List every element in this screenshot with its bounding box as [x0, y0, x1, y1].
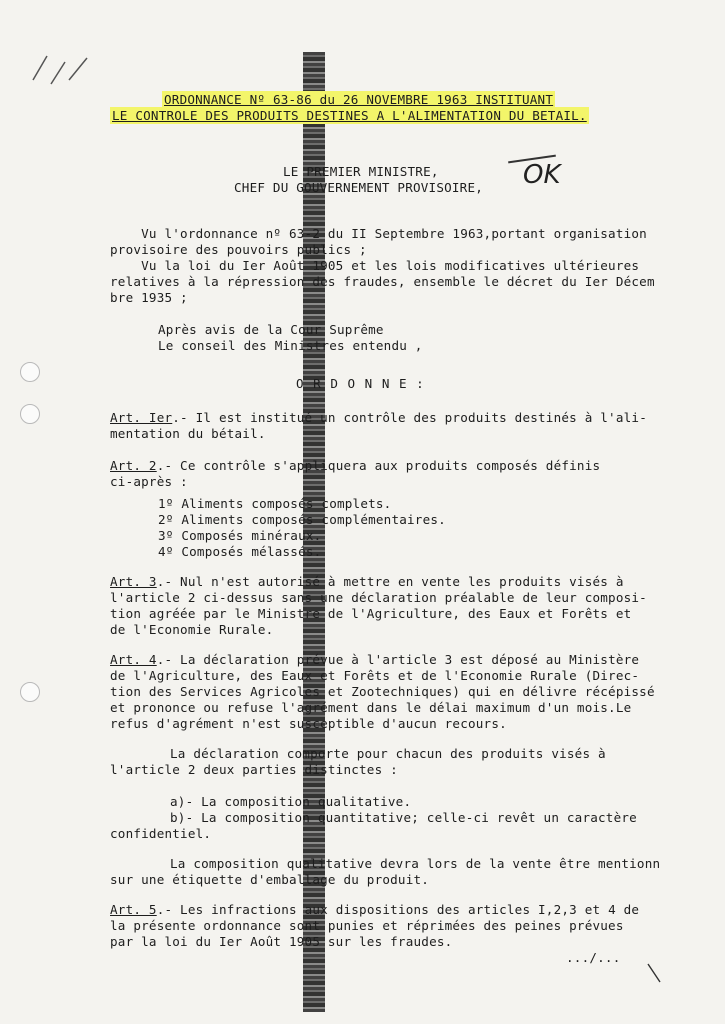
continued-marker: .../... — [566, 950, 621, 965]
punch-hole — [20, 682, 40, 702]
article-4-line: l'article 2 deux parties distinctes : — [110, 762, 398, 777]
article-4-line: La déclaration comporte pour chacun des produits visés à — [170, 746, 606, 761]
article-3-line: tion agréée par le Ministre de l'Agriculture, des Eaux et Forêts et — [110, 606, 632, 621]
article-2: Art. 2.- Ce contrôle s'appliquera aux produits composés définis — [110, 458, 601, 473]
preamble-line: Vu l'ordonnance nº 63-2 du II Septembre 1963,portant organisation — [110, 226, 647, 241]
list-item: b)- La composition quantitative; celle-ci revêt un caractère — [170, 810, 637, 825]
preamble-line: Le conseil des Ministres entendu , — [158, 338, 423, 353]
list-item: 1º Aliments composés complets. — [158, 496, 392, 511]
article-4-line: tion des Services Agricoles et Zootechniques) qui en délivre récépissé — [110, 684, 655, 699]
article-4-line: confidentiel. — [110, 826, 212, 841]
article-3-line: l'article 2 ci-dessus sans une déclaration préalable de leur composi- — [110, 590, 647, 605]
article-4-line: sur une étiquette d'emballage du produit. — [110, 872, 430, 887]
article-5-line: par la loi du Ier Août 1905 sur les fraudes. — [110, 934, 453, 949]
article-3-line: de l'Economie Rurale. — [110, 622, 274, 637]
handwritten-corner-mark — [25, 50, 95, 92]
list-item: 2º Aliments composés complémentaires. — [158, 512, 446, 527]
pen-stroke-mark — [646, 962, 662, 984]
article-4-line: et prononce ou refuse l'agrément dans le délai maximum d'un mois.Le — [110, 700, 632, 715]
article-5: Art. 5.- Les infractions aux dispositions des articles I,2,3 et 4 de — [110, 902, 640, 917]
punch-hole — [20, 362, 40, 382]
preamble-line: relatives à la répression des fraudes, ensemble le décret du Ier Décem — [110, 274, 655, 289]
article-1: Art. Ier.- Il est institué un contrôle des produits destinés à l'ali- — [110, 410, 647, 425]
preamble-line: Vu la loi du Ier Août 1905 et les lois modificatives ultérieures — [110, 258, 640, 273]
article-3: Art. 3.- Nul n'est autorisé à mettre en vente les produits visés à — [110, 574, 624, 589]
article-4-line: La composition qualitative devra lors de la vente être mentionn — [170, 856, 661, 871]
authority-line-2: CHEF DU GOUVERNEMENT PROVISOIRE, — [234, 180, 484, 195]
article-5-line: la présente ordonnance sont punies et réprimées des peines prévues — [110, 918, 624, 933]
article-2-line: ci-après : — [110, 474, 188, 489]
punch-hole — [20, 404, 40, 424]
authority-line-1: LE PREMIER MINISTRE, — [283, 164, 439, 179]
handwritten-ok-mark: OK — [523, 160, 561, 190]
article-4-line: refus d'agrément n'est susceptible d'aucun recours. — [110, 716, 507, 731]
preamble-line: Après avis de la Cour Suprême — [158, 322, 384, 337]
list-item: 4º Composés mélassés. — [158, 544, 322, 559]
list-item: a)- La composition qualitative. — [170, 794, 412, 809]
title-line-1: ORDONNANCE Nº 63-86 du 26 NOVEMBRE 1963 INSTITUANT — [164, 92, 554, 107]
article-1-line: mentation du bétail. — [110, 426, 266, 441]
article-4: Art. 4.- La déclaration prévue à l'article 3 est déposé au Ministère — [110, 652, 640, 667]
preamble-line: bre 1935 ; — [110, 290, 188, 305]
ordonne-heading: O R D O N N E : — [296, 376, 425, 391]
preamble-line: provisoire des pouvoirs publics ; — [110, 242, 367, 257]
list-item: 3º Composés minéraux. — [158, 528, 322, 543]
article-4-line: de l'Agriculture, des Eaux et Forêts et de l'Economie Rurale (Direc- — [110, 668, 640, 683]
title-line-2: LE CONTROLE DES PRODUITS DESTINES A L'ALIMENTATION DU BETAIL. — [112, 108, 587, 123]
